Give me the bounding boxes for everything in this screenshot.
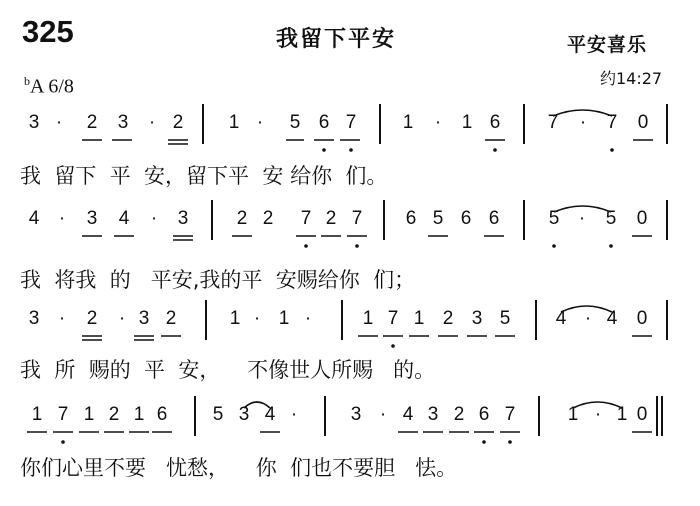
note: 1 (278, 308, 290, 329)
note: 3 (471, 308, 483, 329)
dot-extension: · (148, 112, 156, 133)
note: 7 (504, 404, 516, 425)
dot-extension: · (584, 308, 592, 329)
note: 0 (636, 404, 648, 425)
note: 7 (300, 208, 312, 229)
note: 6 (460, 208, 472, 229)
octave-dot (61, 440, 65, 444)
octave-dot (493, 148, 497, 152)
note: 1 (413, 308, 425, 329)
dot-extension: · (434, 112, 442, 133)
octave-dot (552, 244, 556, 248)
note: 6 (489, 112, 501, 133)
note: 6 (156, 404, 168, 425)
note: 1 (461, 112, 473, 133)
octave-dot (322, 148, 326, 152)
note: 6 (318, 112, 330, 133)
note: 2 (453, 404, 465, 425)
note: 4 (28, 208, 40, 229)
note: 5 (289, 112, 301, 133)
octave-dot (355, 244, 359, 248)
note: 6 (488, 208, 500, 229)
note: 5 (499, 308, 511, 329)
note: 2 (86, 308, 98, 329)
note: 3 (138, 308, 150, 329)
note: 3 (117, 112, 129, 133)
note: 4 (555, 308, 567, 329)
score-line-3 (0, 300, 700, 390)
note: 5 (548, 208, 560, 229)
score-line-4 (0, 396, 700, 486)
note: 4 (606, 308, 618, 329)
lyric-line-1: 我 留下 平 安，留下平 安 给你 们。 (20, 164, 388, 188)
note: 1 (83, 404, 95, 425)
dot-extension: · (150, 208, 158, 229)
hymn-title: 我留下平安 (276, 27, 397, 52)
note: 2 (86, 112, 98, 133)
note: 1 (402, 112, 414, 133)
note: 4 (402, 404, 414, 425)
octave-dot (610, 148, 614, 152)
note: 4 (118, 208, 130, 229)
scripture-reference: 约14:27 (600, 69, 663, 88)
note: 6 (478, 404, 490, 425)
dot-extension: · (58, 208, 66, 229)
dot-extension: · (253, 308, 261, 329)
note: 1 (31, 404, 43, 425)
note: 1 (133, 404, 145, 425)
dot-extension: · (256, 112, 264, 133)
octave-dot (508, 440, 512, 444)
note: 2 (325, 208, 337, 229)
note: 2 (172, 112, 184, 133)
note: 1 (567, 404, 579, 425)
note: 3 (28, 308, 40, 329)
dot-extension: · (118, 308, 126, 329)
dot-extension: · (379, 404, 387, 425)
note: 7 (345, 112, 357, 133)
note: 3 (350, 404, 362, 425)
note: 7 (387, 308, 399, 329)
hymnal-source: 平安喜乐 (567, 34, 648, 56)
notation-lines-2 (0, 200, 700, 260)
dot-extension: · (290, 404, 298, 425)
octave-dot (349, 148, 353, 152)
dot-extension: · (58, 308, 66, 329)
note: 3 (238, 404, 250, 425)
note: 5 (212, 404, 224, 425)
octave-dot (609, 244, 613, 248)
octave-dot (482, 440, 486, 444)
note: 4 (264, 404, 276, 425)
note: 2 (108, 404, 120, 425)
note: 3 (427, 404, 439, 425)
note: 0 (636, 208, 648, 229)
note: 2 (262, 208, 274, 229)
note: 7 (547, 112, 559, 133)
lyric-line-4: 你们心里不要 忧愁， 你 们也不要胆 怯。 (20, 456, 458, 480)
notation-lines-3 (0, 300, 700, 360)
note: 0 (636, 308, 648, 329)
flat-sign: b (24, 74, 30, 88)
lyric-line-3: 我 所 赐的 平 安， 不像世人所赐 的。 (20, 358, 436, 382)
dot-extension: · (578, 208, 586, 229)
score-line-2 (0, 200, 700, 290)
dot-extension: · (55, 112, 63, 133)
note: 5 (605, 208, 617, 229)
dot-extension: · (304, 308, 312, 329)
note: 7 (57, 404, 69, 425)
note: 1 (228, 112, 240, 133)
note: 2 (442, 308, 454, 329)
note: 3 (177, 208, 189, 229)
note: 1 (616, 404, 628, 425)
note: 3 (86, 208, 98, 229)
note: 1 (362, 308, 374, 329)
hymn-number: 325 (22, 14, 74, 49)
note: 7 (606, 112, 618, 133)
score-line-1 (0, 104, 700, 194)
note: 3 (28, 112, 40, 133)
note: 2 (236, 208, 248, 229)
note: 6 (405, 208, 417, 229)
dot-extension: · (579, 112, 587, 133)
note: 0 (637, 112, 649, 133)
note: 2 (165, 308, 177, 329)
note: 7 (351, 208, 363, 229)
note: 5 (432, 208, 444, 229)
octave-dot (391, 344, 395, 348)
lyric-line-2: 我 将我 的 平安,我的平 安赐给你 们； (20, 268, 416, 292)
note: 1 (229, 308, 241, 329)
octave-dot (304, 244, 308, 248)
key-and-meter: A 6/8 (30, 75, 74, 98)
key-signature (24, 74, 74, 99)
dot-extension: · (594, 404, 602, 425)
